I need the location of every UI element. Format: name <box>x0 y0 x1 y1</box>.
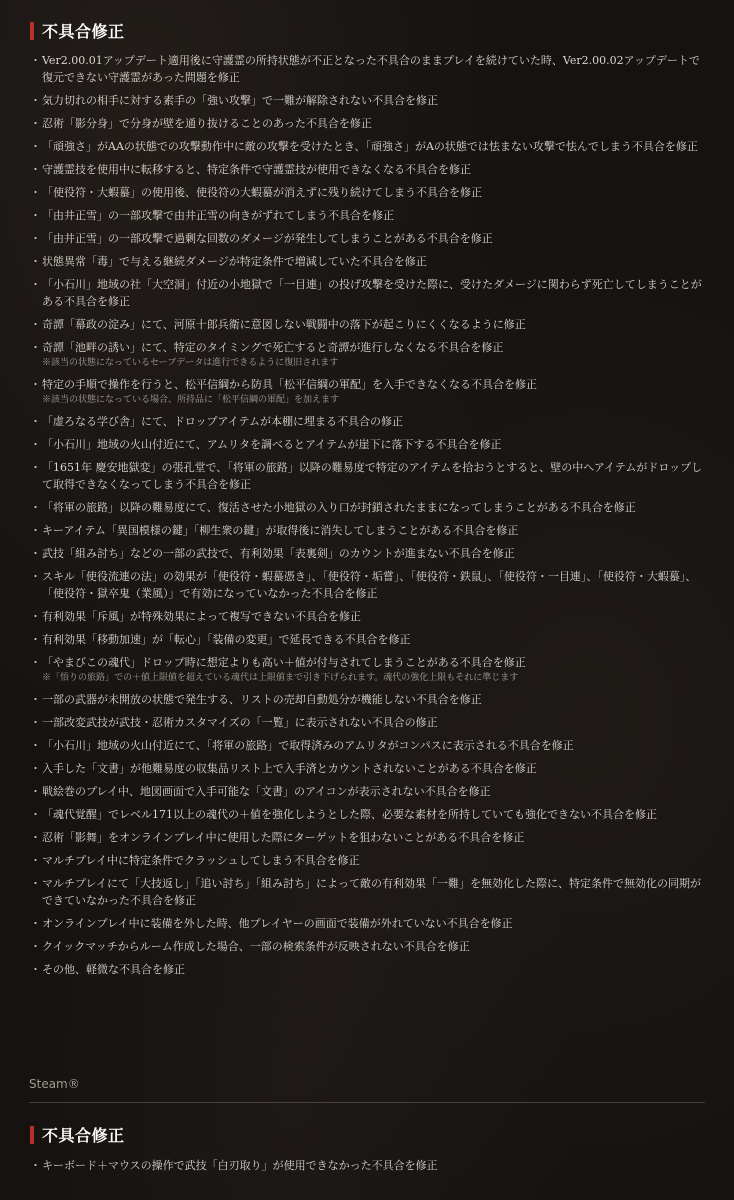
list-item-note: ※該当の状態になっている場合、所持品に「松平信綱の軍配」を加えます <box>42 395 340 405</box>
list-item-text: 「小石川」地域の社「大空洞」付近の小地獄で「一目連」の投げ攻撃を受けた際に、受けたダメージに関わらず死亡してしまうことがある不具合を修正 <box>42 278 702 308</box>
list-item <box>29 459 709 493</box>
list-item <box>29 138 709 155</box>
list-item-text: 忍術「影舞」をオンラインプレイ中に使用した際にターゲットを狙わないことがある不具合を修正 <box>42 831 525 844</box>
list-item <box>29 714 709 731</box>
list-item-text: 入手した「文書」が他難易度の収集品リスト上で入手済とカウントされないことがある不具合を修正 <box>42 762 537 775</box>
list-item <box>29 691 709 708</box>
list-item-text: 「頑強さ」がAAの状態での攻撃動作中に敵の攻撃を受けたとき、「頑強さ」がAの状態では怯まない攻撃で怯んでしまう不具合を修正 <box>42 140 698 153</box>
bullet-icon: ・ <box>30 461 41 474</box>
list-item <box>29 654 709 685</box>
section-accent-bar <box>30 22 34 40</box>
bullet-icon: ・ <box>30 739 41 752</box>
list-item-note: ※該当の状態になっているセーブデータは進行できるように復旧されます <box>42 358 339 368</box>
bullet-icon: ・ <box>30 255 41 268</box>
section-accent-bar <box>30 1126 34 1144</box>
list-item-note: ※「悟りの旅路」での＋値上限値を超えている魂代は上限値まで引き下げられます。魂代の強化上限もそれに準じます <box>42 673 519 683</box>
list-item-text: 「小石川」地域の火山付近にて、アムリタを調べるとアイテムが崖下に落下する不具合を修正 <box>42 438 502 451</box>
list-item-text: 「使役符・大蝦蟇」の使用後、使役符の大蝦蟇が消えずに残り続けてしまう不具合を修正 <box>42 186 482 199</box>
bullet-icon: ・ <box>30 693 41 706</box>
list-item <box>29 376 709 407</box>
list-item-text: 状態異常「毒」で与える継続ダメージが特定条件で増減していた不具合を修正 <box>42 255 427 268</box>
list-item <box>29 522 709 539</box>
bullet-icon: ・ <box>30 186 41 199</box>
bullet-icon: ・ <box>30 808 41 821</box>
section-header-bugfix <box>30 19 125 42</box>
list-item <box>29 829 709 846</box>
list-item-text: 「やまびこの魂代」ドロップ時に想定よりも高い＋値が付与されてしまうことがある不具合を修正 <box>42 656 526 669</box>
list-item-text: キーボード＋マウスの操作で武技「白刃取り」が使用できなかった不具合を修正 <box>42 1159 438 1172</box>
list-item-text: 気力切れの相手に対する素手の「強い攻撃」で一難が解除されない不具合を修正 <box>42 94 438 107</box>
list-item-text: 有利効果「斥風」が特殊効果によって複写できない不具合を修正 <box>42 610 361 623</box>
list-item-text: 「小石川」地域の火山付近にて、「将軍の旅路」で取得済みのアムリタがコンパスに表示される不具合を修正 <box>42 739 574 752</box>
list-item <box>29 92 709 109</box>
steam-bugfix-list <box>29 1157 709 1174</box>
list-item-text: オンラインプレイ中に装備を外した時、他プレイヤーの画面で装備が外れていない不具合を修正 <box>42 917 513 930</box>
list-item <box>29 938 709 955</box>
list-item <box>29 631 709 648</box>
list-item-text: スキル「使役流連の法」の効果が「使役符・蝦蟇憑き」、「使役符・垢嘗」、「使役符・鉄鼠」、「使役符・一目連」、「使役符・大蝦蟇」、「使役符・獄卒鬼（業風）」で有効になっていなかった不具合を修正 <box>42 570 697 600</box>
bullet-icon: ・ <box>30 415 41 428</box>
list-item <box>29 316 709 333</box>
bugfix-list <box>29 52 709 984</box>
bullet-icon: ・ <box>30 917 41 930</box>
bullet-icon: ・ <box>30 854 41 867</box>
section-header-steam-bugfix <box>30 1123 125 1146</box>
bullet-icon: ・ <box>30 54 41 67</box>
list-item <box>29 568 709 602</box>
bullet-icon: ・ <box>30 716 41 729</box>
platform-divider <box>29 1102 705 1103</box>
list-item <box>29 184 709 201</box>
list-item <box>29 436 709 453</box>
bullet-icon: ・ <box>30 163 41 176</box>
list-item-text: 奇譚「幕政の淀み」にて、河原十郎兵衛に意図しない戦闘中の落下が起こりにくくなるように修正 <box>42 318 526 331</box>
section-title: 不具合修正 <box>42 22 125 41</box>
list-item-text: 守護霊技を使用中に転移すると、特定条件で守護霊技が使用できなくなる不具合を修正 <box>42 163 471 176</box>
list-item <box>29 760 709 777</box>
list-item <box>29 806 709 823</box>
bullet-icon: ・ <box>30 341 41 354</box>
bullet-icon: ・ <box>30 1159 41 1172</box>
list-item <box>29 1157 709 1174</box>
list-item <box>29 207 709 224</box>
list-item-text: 「虚ろなる学び舎」にて、ドロップアイテムが本棚に埋まる不具合の修正 <box>42 415 404 428</box>
list-item <box>29 961 709 978</box>
bullet-icon: ・ <box>30 656 41 669</box>
list-item <box>29 253 709 270</box>
list-item <box>29 499 709 516</box>
bullet-icon: ・ <box>30 140 41 153</box>
list-item-text: 有利効果「移動加速」が「転心」「装備の変更」で延長できる不具合を修正 <box>42 633 411 646</box>
list-item <box>29 52 709 86</box>
section-title: 不具合修正 <box>42 1126 125 1145</box>
list-item <box>29 276 709 310</box>
list-item <box>29 413 709 430</box>
bullet-icon: ・ <box>30 524 41 537</box>
list-item-text: 忍術「影分身」で分身が壁を通り抜けることのあった不具合を修正 <box>42 117 372 130</box>
list-item-text: 奇譚「池畔の誘い」にて、特定のタイミングで死亡すると奇譚が進行しなくなる不具合を修正 <box>42 341 504 354</box>
list-item-text: 戦絵巻のプレイ中、地図画面で入手可能な「文書」のアイコンが表示されない不具合を修正 <box>42 785 491 798</box>
list-item-text: 一部の武器が未開放の状態で発生する、リストの売却自動処分が機能しない不具合を修正 <box>42 693 482 706</box>
list-item-text: 武技「組み討ち」などの一部の武技で、有利効果「表裏剣」のカウントが進まない不具合を修正 <box>42 547 515 560</box>
bullet-icon: ・ <box>30 209 41 222</box>
list-item-text: マルチプレイにて「大技返し」「追い討ち」「組み討ち」によって敵の有利効果「一難」を無効化した際に、特定条件で無効化の同期ができていなかった不具合を修正 <box>42 877 702 907</box>
list-item-text: 「由井正雪」の一部攻撃で過剰な回数のダメージが発生してしまうことがある不具合を修正 <box>42 232 493 245</box>
bullet-icon: ・ <box>30 378 41 391</box>
list-item <box>29 161 709 178</box>
list-item-text: 「将軍の旅路」以降の難易度にて、復活させた小地獄の入り口が封鎖されたままになってしまうことがある不具合を修正 <box>42 501 636 514</box>
list-item <box>29 545 709 562</box>
list-item <box>29 115 709 132</box>
bullet-icon: ・ <box>30 501 41 514</box>
bullet-icon: ・ <box>30 117 41 130</box>
bullet-icon: ・ <box>30 318 41 331</box>
list-item-text: 「由井正雪」の一部攻撃で由井正雪の向きがずれてしまう不具合を修正 <box>42 209 394 222</box>
list-item <box>29 875 709 909</box>
list-item-text: キーアイテム「異国模様の鍵」「柳生衆の鍵」が取得後に消失してしまうことがある不具合を修正 <box>42 524 519 537</box>
bullet-icon: ・ <box>30 940 41 953</box>
bullet-icon: ・ <box>30 278 41 291</box>
list-item-text: 「魂代覚醒」でレベル171以上の魂代の＋値を強化しようとした際、必要な素材を所持していても強化できない不具合を修正 <box>42 808 657 821</box>
list-item <box>29 783 709 800</box>
list-item-text: マルチプレイ中に特定条件でクラッシュしてしまう不具合を修正 <box>42 854 360 867</box>
bullet-icon: ・ <box>30 831 41 844</box>
list-item-text: その他、軽微な不具合を修正 <box>42 963 185 976</box>
platform-label: Steam® <box>29 1077 80 1091</box>
bullet-icon: ・ <box>30 963 41 976</box>
bullet-icon: ・ <box>30 438 41 451</box>
bullet-icon: ・ <box>30 94 41 107</box>
list-item-text: クイックマッチからルーム作成した場合、一部の検索条件が反映されない不具合を修正 <box>42 940 470 953</box>
list-item-text: 一部改変武技が武技・忍術カスタマイズの「一覧」に表示されない不具合の修正 <box>42 716 438 729</box>
list-item <box>29 737 709 754</box>
bullet-icon: ・ <box>30 570 41 583</box>
list-item <box>29 230 709 247</box>
list-item <box>29 339 709 370</box>
list-item <box>29 608 709 625</box>
bullet-icon: ・ <box>30 232 41 245</box>
list-item-text: 「1651年 慶安地獄変」の張孔堂で、「将軍の旅路」以降の難易度で特定のアイテムを拾おうとすると、壁の中へアイテムがドロップして取得できなくなってしまう不具合を修正 <box>42 461 703 491</box>
bullet-icon: ・ <box>30 633 41 646</box>
bullet-icon: ・ <box>30 610 41 623</box>
bullet-icon: ・ <box>30 762 41 775</box>
list-item <box>29 915 709 932</box>
list-item-text: Ver2.00.01アップデート適用後に守護霊の所持状態が不正となった不具合のままプレイを続けていた時、Ver2.00.02アップデートで復元できない守護霊があった問題を修正 <box>42 54 700 84</box>
bullet-icon: ・ <box>30 877 41 890</box>
list-item <box>29 852 709 869</box>
bullet-icon: ・ <box>30 547 41 560</box>
bullet-icon: ・ <box>30 785 41 798</box>
list-item-text: 特定の手順で操作を行うと、松平信綱から防具「松平信綱の軍配」を入手できなくなる不具合を修正 <box>42 378 537 391</box>
